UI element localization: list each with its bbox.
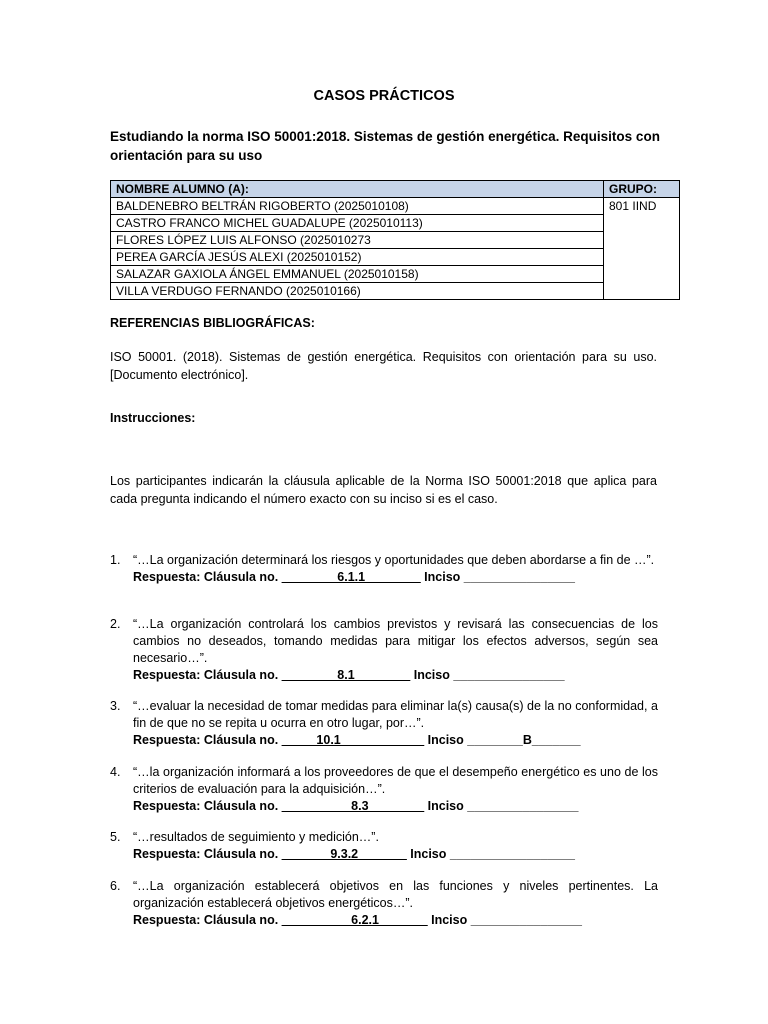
inciso-label: Inciso	[410, 668, 454, 682]
question-3	[110, 698, 658, 749]
student-name: PEREA GARCÍA JESÚS ALEXI (2025010152)	[111, 249, 604, 266]
table-row	[111, 266, 680, 283]
question-answer	[133, 798, 658, 815]
question-number: 6.	[110, 879, 121, 893]
student-name: BALDENEBRO BELTRÁN RIGOBERTO (2025010108)	[111, 198, 604, 215]
table-row	[111, 198, 680, 215]
question-text: “…La organización controlará los cambios previstos y revisará las consecuencias de los cambios no deseados, tomando medidas para mitigar los efectos adversos, según sea necesario…”.	[133, 617, 658, 665]
inciso-label: Inciso	[406, 847, 450, 861]
answer-prefix: Respuesta: Cláusula no.	[133, 799, 282, 813]
question-answer	[133, 732, 658, 749]
answer-inciso: __________________	[449, 847, 576, 861]
references-heading: REFERENCIAS BIBLIOGRÁFICAS:	[110, 316, 315, 330]
question-number: 4.	[110, 765, 121, 779]
table-header-row	[111, 181, 680, 198]
answer-clause: ________8.1________	[281, 668, 411, 682]
table-row	[111, 232, 680, 249]
answer-clause: _______9.3.2_______	[281, 847, 407, 861]
question-text: “…La organización establecerá objetivos en las funciones y niveles pertinentes. La organización establecerá objetivos energéticos…”.	[133, 879, 658, 910]
question-2	[110, 616, 658, 684]
instructions-text: Los participantes indicarán la cláusula aplicable de la Norma ISO 50001:2018 que aplica para cada pregunta indicando el número exacto con su inciso si es el caso.	[110, 474, 657, 506]
answer-inciso: ________________	[467, 799, 579, 813]
answer-prefix: Respuesta: Cláusula no.	[133, 913, 282, 927]
answer-clause: __________8.3________	[281, 799, 425, 813]
student-name: FLORES LÓPEZ LUIS ALFONSO (2025010273	[111, 232, 604, 249]
question-text: “…la organización informará a los proveedores de que el desempeño energético es uno de los criterios de evaluación para la adquisición…”.	[133, 765, 658, 796]
question-answer	[133, 912, 658, 929]
question-answer	[133, 569, 658, 586]
answer-prefix: Respuesta: Cláusula no.	[133, 847, 282, 861]
header-student-name: NOMBRE ALUMNO (A):	[111, 181, 604, 198]
table-row	[111, 215, 680, 232]
inciso-label: Inciso	[420, 570, 464, 584]
question-6	[110, 878, 658, 929]
question-text: “…resultados de seguimiento y medición…”.	[133, 830, 379, 844]
answer-prefix: Respuesta: Cláusula no.	[133, 733, 282, 747]
question-number: 1.	[110, 553, 121, 567]
question-number: 3.	[110, 699, 121, 713]
question-answer	[133, 667, 658, 684]
answer-clause: _____10.1____________	[281, 733, 425, 747]
answer-prefix: Respuesta: Cláusula no.	[133, 570, 282, 584]
group-value: 801 IIND	[604, 198, 680, 300]
question-answer	[133, 846, 658, 863]
instructions-heading: Instrucciones:	[110, 411, 196, 425]
question-text: “…evaluar la necesidad de tomar medidas para eliminar la(s) causa(s) de la no conformidad, a fin de que no se repita u ocurra en otro lugar, por…”.	[133, 699, 658, 730]
question-number: 5.	[110, 830, 121, 844]
question-4	[110, 764, 658, 815]
document-subtitle: Estudiando la norma ISO 50001:2018. Sistemas de gestión energética. Requisitos con orientación para su uso	[110, 129, 660, 163]
references-text: ISO 50001. (2018). Sistemas de gestión energética. Requisitos con orientación para su uso. [Documento electrónico].	[110, 350, 657, 382]
students-table	[110, 180, 680, 300]
inciso-label: Inciso	[427, 913, 471, 927]
answer-inciso: ________________	[470, 913, 582, 927]
student-name: SALAZAR GAXIOLA ÁNGEL EMMANUEL (2025010158)	[111, 266, 604, 283]
question-1	[110, 552, 658, 586]
answer-prefix: Respuesta: Cláusula no.	[133, 668, 282, 682]
page-title: CASOS PRÁCTICOS	[313, 88, 455, 104]
student-name: CASTRO FRANCO MICHEL GUADALUPE (2025010113)	[111, 215, 604, 232]
answer-inciso: ________________	[453, 668, 565, 682]
answer-clause: ________6.1.1________	[281, 570, 421, 584]
inciso-label: Inciso	[424, 799, 468, 813]
answer-clause: __________6.2.1_______	[281, 913, 428, 927]
question-number: 2.	[110, 617, 121, 631]
header-group: GRUPO:	[604, 181, 680, 198]
answer-inciso: ________________	[463, 570, 576, 584]
question-5	[110, 829, 658, 863]
table-row	[111, 249, 680, 266]
table-row	[111, 283, 680, 300]
answer-inciso: ________B_______	[467, 733, 581, 747]
inciso-label: Inciso	[424, 733, 468, 747]
student-name: VILLA VERDUGO FERNANDO (2025010166)	[111, 283, 604, 300]
question-text: “…La organización determinará los riesgos y oportunidades que deben abordarse a fin de …”.	[133, 553, 655, 567]
